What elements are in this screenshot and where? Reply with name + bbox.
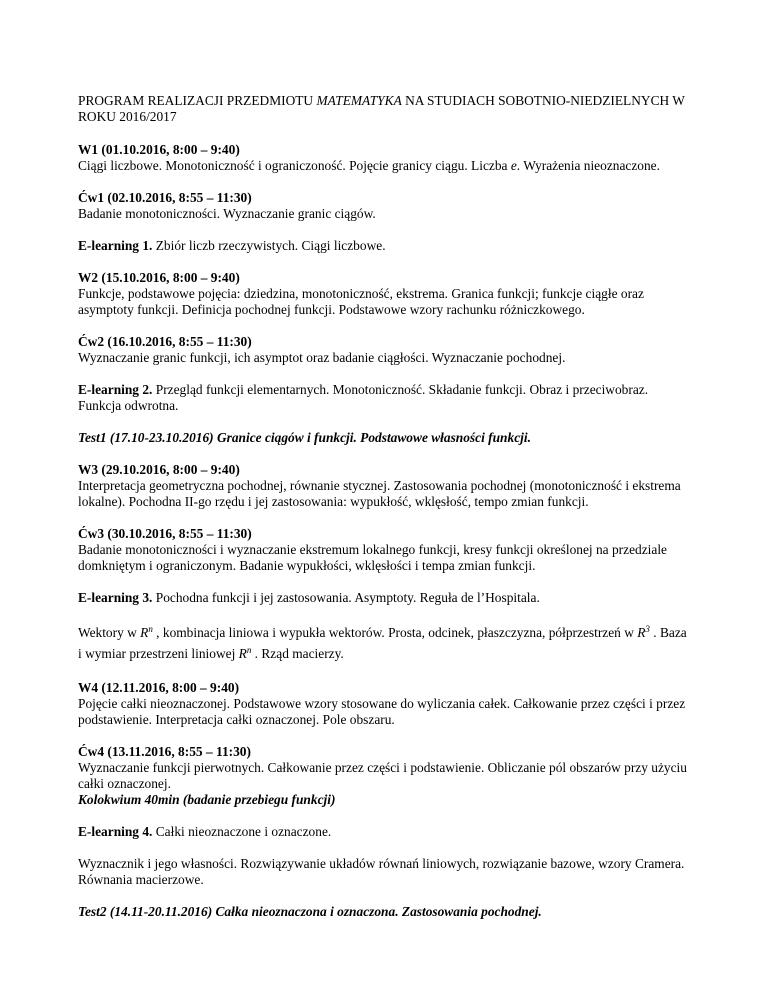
math-r-n-2 <box>239 646 252 661</box>
math-r-3 <box>637 625 650 640</box>
lecture-w4-text: Pojęcie całki nieoznaczonej. Podstawowe wzory stosowane do wyliczania całek. Całkowanie przez części i przez podstawienie. Interpretacja całki oznaczonej. Pole obszaru. <box>78 696 686 727</box>
document-page <box>78 93 690 936</box>
determinant-paragraph: Wyznacznik i jego własności. Rozwiązywanie układów równań liniowych, rozwiązanie bazowe, wzory Cramera. Równania macierzowe. <box>78 856 685 887</box>
lecture-w3-heading: W3 (29.10.2016, 8:00 – 9:40) <box>78 462 240 477</box>
lecture-w4 <box>78 680 690 728</box>
euler-number: e <box>510 158 517 173</box>
test-2: Test2 (14.11-20.11.2016) Całka nieoznaczona i oznaczona. Zastosowania pochodnej. <box>78 904 542 919</box>
lecture-w1 <box>78 142 690 174</box>
vectors-text-2: , kombinacja liniowa i wypukła wektorów. Prosta, odcinek, płaszczyzna, półprzestrzeń w <box>152 625 638 640</box>
vectors-text-1: Wektory w <box>78 625 141 640</box>
elearning-4 <box>78 824 690 840</box>
exercise-cw1-heading: Ćw1 (02.10.2016, 8:55 – 11:30) <box>78 190 252 205</box>
elearning-2-text: Przegląd funkcji elementarnych. Monotoniczność. Składanie funkcji. Obraz i przeciwobraz. Funkcja odwrotna. <box>78 382 649 413</box>
lecture-w4-heading: W4 (12.11.2016, 8:00 – 9:40) <box>78 680 240 695</box>
elearning-3-heading: E-learning 3. <box>78 590 153 605</box>
exercise-cw3 <box>78 526 690 574</box>
kolokwium-note: Kolokwium 40min (badanie przebiegu funkcji) <box>78 792 336 807</box>
vectors-text-3: . Baza i wymiar przestrzeni liniowej <box>78 625 687 661</box>
elearning-2-heading: E-learning 2. <box>78 382 153 397</box>
exercise-cw4 <box>78 744 690 808</box>
document-title <box>78 93 690 125</box>
math-exp-3: n <box>246 645 252 655</box>
title-after: NA STUDIACH SOBOTNIO-NIEDZIELNYCH W ROKU 2016/2017 <box>78 93 685 124</box>
elearning-4-heading: E-learning 4. <box>78 824 153 839</box>
lecture-w3-text: Interpretacja geometryczna pochodnej, równanie stycznej. Zastosowania pochodnej (monotoniczność i ekstrema lokalne). Pochodna II-go rzędu i jej zastosowania: wypukłość, wklęsłość, tempo zmian funkcji. <box>78 478 681 509</box>
lecture-w1-text-before: Ciągi liczbowe. Monotoniczność i ograniczoność. Pojęcie granicy ciągu. Liczba <box>78 158 511 173</box>
title-subject: MATEMATYKA <box>316 93 402 108</box>
lecture-w2-text: Funkcje, podstawowe pojęcia: dziedzina, monotoniczność, ekstrema. Granica funkcji; funkcje ciągłe oraz asymptoty funkcji. Definicja pochodnej funkcji. Podstawowe wzory rachunku różniczkowego. <box>78 286 644 317</box>
exercise-cw4-text: Wyznaczanie funkcji pierwotnych. Całkowanie przez części i podstawienie. Obliczanie pól obszarów przy użyciu całki oznaczonej. <box>78 760 687 791</box>
lecture-w1-text-after: . Wyrażenia nieoznaczone. <box>516 158 660 173</box>
exercise-cw1-text: Badanie monotoniczności. Wyznaczanie granic ciągów. <box>78 206 376 221</box>
math-r-3-base: R <box>238 646 247 661</box>
math-exp-2: 3 <box>645 624 650 634</box>
exercise-cw1 <box>78 190 690 222</box>
elearning-3-text: Pochodna funkcji i jej zastosowania. Asymptoty. Reguła de l’Hospitala. <box>152 590 540 605</box>
lecture-w2-heading: W2 (15.10.2016, 8:00 – 9:40) <box>78 270 240 285</box>
elearning-1-heading: E-learning 1. <box>78 238 153 253</box>
exercise-cw2 <box>78 334 690 366</box>
lecture-w3 <box>78 462 690 510</box>
exercise-cw3-text: Badanie monotoniczności i wyznaczanie ekstremum lokalnego funkcji, kresy funkcji określonej na przedziale domkniętym i ograniczonym. Badanie wypukłości, wklęsłości i tempa zmian funkcji. <box>78 542 667 573</box>
math-r-2: R <box>637 625 646 640</box>
math-r-1: R <box>140 625 149 640</box>
exercise-cw4-heading: Ćw4 (13.11.2016, 8:55 – 11:30) <box>78 744 251 759</box>
elearning-3 <box>78 590 690 606</box>
elearning-2 <box>78 382 690 414</box>
elearning-1 <box>78 238 690 254</box>
lecture-w1-text <box>78 158 690 174</box>
test-1: Test1 (17.10-23.10.2016) Granice ciągów i funkcji. Podstawowe własności funkcji. <box>78 430 531 445</box>
vectors-paragraph <box>78 622 690 664</box>
exercise-cw2-text: Wyznaczanie granic funkcji, ich asymptot oraz badanie ciągłości. Wyznaczanie pochodnej. <box>78 350 566 365</box>
exercise-cw3-heading: Ćw3 (30.10.2016, 8:55 – 11:30) <box>78 526 252 541</box>
exercise-cw2-heading: Ćw2 (16.10.2016, 8:55 – 11:30) <box>78 334 252 349</box>
vectors-text-4: . Rząd macierzy. <box>251 646 344 661</box>
elearning-4-text: Całki nieoznaczone i oznaczone. <box>152 824 332 839</box>
math-exp-1: n <box>148 624 153 634</box>
lecture-w2 <box>78 270 690 318</box>
elearning-1-text: Zbiór liczb rzeczywistych. Ciągi liczbowe. <box>152 238 386 253</box>
title-before: PROGRAM REALIZACJI PRZEDMIOTU <box>78 93 317 108</box>
lecture-w1-heading: W1 (01.10.2016, 8:00 – 9:40) <box>78 142 240 157</box>
math-r-n-1 <box>140 625 153 640</box>
